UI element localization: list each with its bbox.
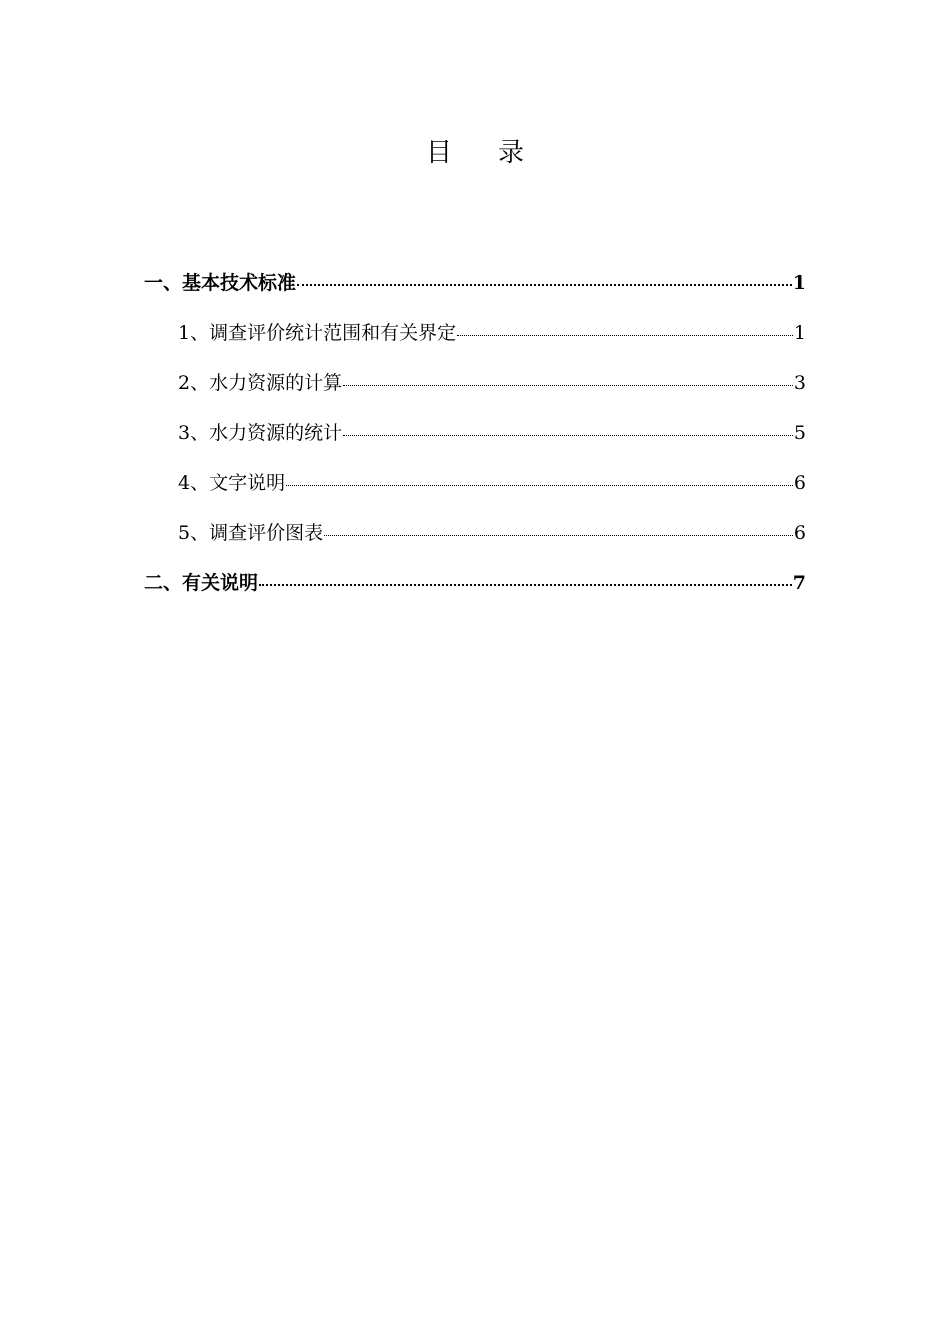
toc-page-number: 3: [793, 372, 806, 394]
toc-leader-dots: [343, 434, 793, 436]
toc-entry-1-3[interactable]: [144, 416, 806, 466]
toc-leader-dots: [286, 484, 793, 486]
toc-page-number: 5: [793, 422, 806, 444]
table-of-contents: [144, 266, 806, 616]
toc-leader-dots: [259, 583, 792, 586]
toc-page-number: 6: [793, 472, 806, 494]
title-char-2: 录: [498, 138, 525, 168]
toc-page-number: 1: [793, 322, 806, 344]
toc-leader-dots: [324, 534, 793, 536]
page-title: [0, 132, 950, 169]
toc-entry-label: 3、水力资源的统计: [178, 422, 343, 444]
toc-leader-dots: [297, 283, 792, 286]
toc-entry-label: 4、文字说明: [178, 472, 286, 494]
toc-entry-1-5[interactable]: [144, 516, 806, 566]
toc-entry-1-4[interactable]: [144, 466, 806, 516]
toc-page-number: 7: [792, 572, 806, 594]
toc-leader-dots: [343, 384, 793, 386]
toc-entry-label: 二、有关说明: [144, 572, 259, 594]
toc-leader-dots: [457, 334, 793, 336]
toc-entry-label: 一、基本技术标准: [144, 272, 297, 294]
toc-entry-1-1[interactable]: [144, 316, 806, 366]
toc-entry-label: 2、水力资源的计算: [178, 372, 343, 394]
toc-page-number: 6: [793, 522, 806, 544]
toc-entry-section-1[interactable]: [144, 266, 806, 316]
toc-entry-label: 1、调查评价统计范围和有关界定: [178, 322, 457, 344]
title-char-1: 目: [425, 138, 452, 168]
toc-page-number: 1: [792, 272, 806, 294]
toc-entry-1-2[interactable]: [144, 366, 806, 416]
toc-entry-label: 5、调查评价图表: [178, 522, 324, 544]
toc-entry-section-2[interactable]: [144, 566, 806, 616]
